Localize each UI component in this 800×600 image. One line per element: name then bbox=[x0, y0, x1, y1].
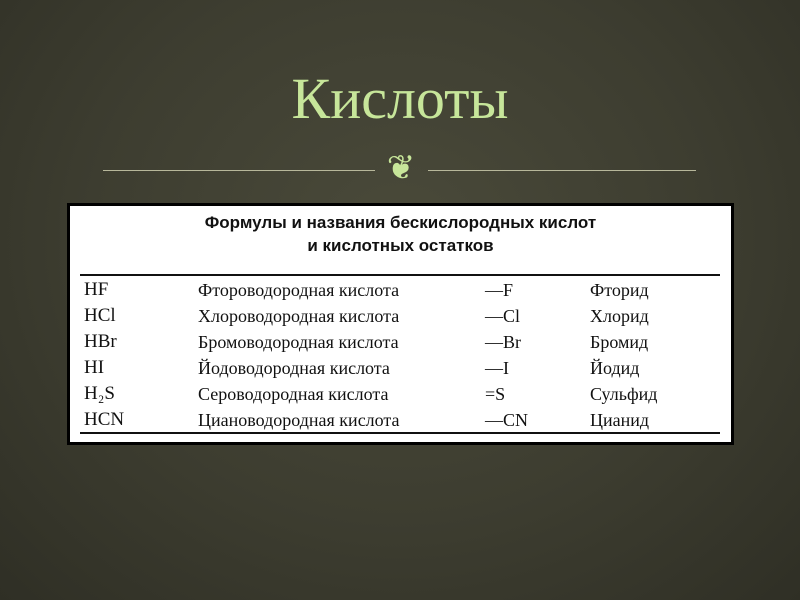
acid-residue: —Cl bbox=[485, 306, 521, 326]
acid-formula: HF bbox=[84, 279, 109, 300]
table-caption-line1: Формулы и названия бескислородных кислот bbox=[204, 213, 597, 232]
acid-residue: —CN bbox=[485, 410, 529, 430]
acid-residue: —Br bbox=[485, 332, 521, 352]
table-row bbox=[70, 356, 731, 382]
table-row bbox=[70, 408, 731, 434]
acid-residue: —F bbox=[485, 280, 514, 300]
acid-formula: HI bbox=[84, 357, 105, 378]
salt-name: Хлорид bbox=[590, 306, 649, 326]
salt-name: Бромид bbox=[590, 332, 649, 352]
table-rule-top bbox=[80, 274, 720, 276]
acid-residue: =S bbox=[485, 384, 506, 404]
table-row bbox=[70, 330, 731, 356]
table-row bbox=[70, 278, 731, 304]
acid-name: Сероводородная кислота bbox=[198, 384, 389, 404]
flourish-icon: ❦ bbox=[386, 148, 416, 188]
table-row bbox=[70, 382, 731, 408]
acid-name: Хлороводородная кислота bbox=[198, 306, 400, 326]
acid-formula: HBr bbox=[84, 331, 117, 352]
salt-name: Фторид bbox=[590, 280, 649, 300]
acid-residue: —I bbox=[485, 358, 509, 378]
salt-name: Йодид bbox=[590, 358, 640, 378]
table-rule-bottom bbox=[80, 432, 720, 434]
acid-formula: HCN bbox=[84, 409, 125, 430]
acid-formula: HCl bbox=[84, 305, 116, 326]
slide-title: Кислоты bbox=[291, 66, 509, 131]
salt-name: Цианид bbox=[590, 410, 650, 430]
acid-name: Йодоводородная кислота bbox=[198, 358, 390, 378]
divider-line-left bbox=[103, 170, 375, 171]
table-caption-line2: и кислотных остатков bbox=[307, 236, 494, 255]
salt-name: Сульфид bbox=[590, 384, 658, 404]
acid-name: Циановодородная кислота bbox=[198, 410, 400, 430]
acid-table-image bbox=[67, 203, 734, 445]
divider-line-right bbox=[428, 170, 696, 171]
acid-name: Бромоводородная кислота bbox=[198, 332, 399, 352]
acid-formula: H₂S bbox=[84, 383, 115, 404]
acid-name: Фтороводородная кислота bbox=[198, 280, 400, 300]
table-row bbox=[70, 304, 731, 330]
